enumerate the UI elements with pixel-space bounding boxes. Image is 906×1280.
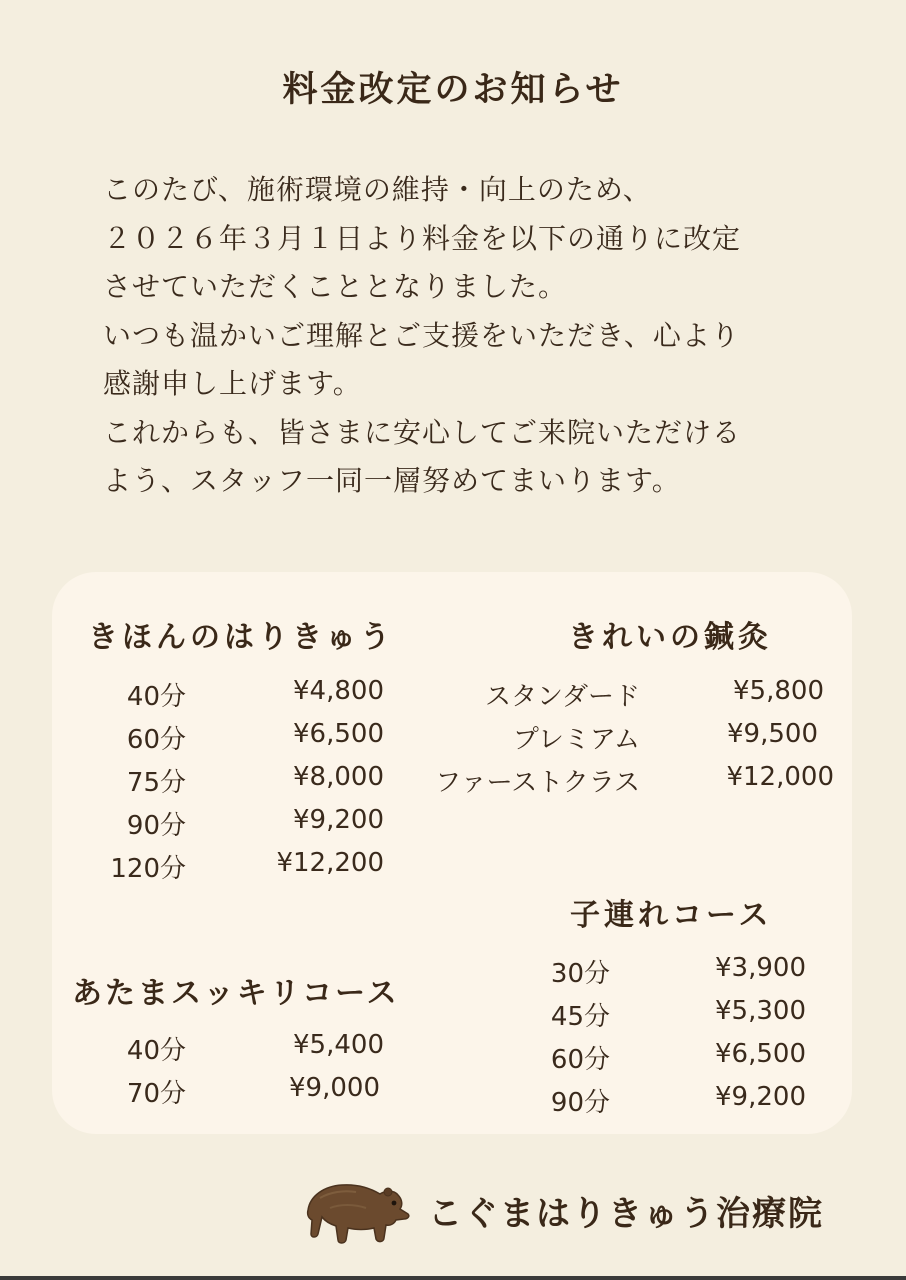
notice-line: このたび、施術環境の維持・向上のため、 xyxy=(103,173,652,206)
section-title-kirei: きれいの鍼灸 xyxy=(568,620,772,655)
price-value: ¥9,500 xyxy=(727,719,818,749)
bear-icon xyxy=(300,1168,412,1246)
duration-label: 70分 xyxy=(126,1079,186,1109)
notice-line: ２０２６年３月１日より料金を以下の通りに改定 xyxy=(103,221,742,255)
price-value: ¥6,500 xyxy=(293,719,384,749)
clinic-name: こぐまはりきゅう治療院 xyxy=(428,1194,824,1234)
price-value: ¥6,500 xyxy=(715,1039,806,1069)
course-label: プレミアム xyxy=(512,725,640,755)
duration-label: 60分 xyxy=(550,1045,610,1075)
price-value: ¥5,300 xyxy=(715,996,806,1026)
price-value: ¥3,900 xyxy=(715,953,806,983)
duration-label: 40分 xyxy=(126,1036,186,1066)
page-title: 料金改定のお知らせ xyxy=(282,70,624,110)
price-value: ¥4,800 xyxy=(293,676,384,706)
section-title-atama: あたまスッキリコース xyxy=(72,976,400,1011)
notice-line: これからも、皆さまに安心してご来院いただける xyxy=(103,415,742,449)
notice-line: 感謝申し上げます。 xyxy=(103,367,362,400)
duration-label: 90分 xyxy=(126,811,186,841)
price-value: ¥12,200 xyxy=(276,848,384,878)
price-value: ¥5,400 xyxy=(293,1030,384,1060)
price-value: ¥9,200 xyxy=(293,805,384,835)
price-value: ¥5,800 xyxy=(733,676,824,706)
duration-label: 90分 xyxy=(550,1088,610,1118)
price-value: ¥8,000 xyxy=(293,762,384,792)
section-title-kihon: きほんのはりきゅう xyxy=(88,620,394,655)
notice-line: よう、スタッフ一同一層努めてまいります。 xyxy=(103,464,681,497)
bottom-divider xyxy=(0,1276,906,1280)
course-label: ファーストクラス xyxy=(435,768,640,798)
duration-label: 60分 xyxy=(126,725,186,755)
duration-label: 120分 xyxy=(110,854,186,884)
course-label: スタンダード xyxy=(485,682,640,712)
notice-text xyxy=(103,166,863,506)
price-value: ¥12,000 xyxy=(726,762,834,792)
duration-label: 40分 xyxy=(126,682,186,712)
price-value: ¥9,000 xyxy=(289,1073,380,1103)
price-value: ¥9,200 xyxy=(715,1082,806,1112)
duration-label: 45分 xyxy=(550,1002,610,1032)
duration-label: 75分 xyxy=(126,768,186,798)
notice-line: させていただくこととなりました。 xyxy=(103,270,568,303)
section-title-kodure: 子連れコース xyxy=(570,898,773,933)
duration-label: 30分 xyxy=(550,959,610,989)
notice-line: いつも温かいご理解とご支援をいただき、心より xyxy=(103,318,740,352)
